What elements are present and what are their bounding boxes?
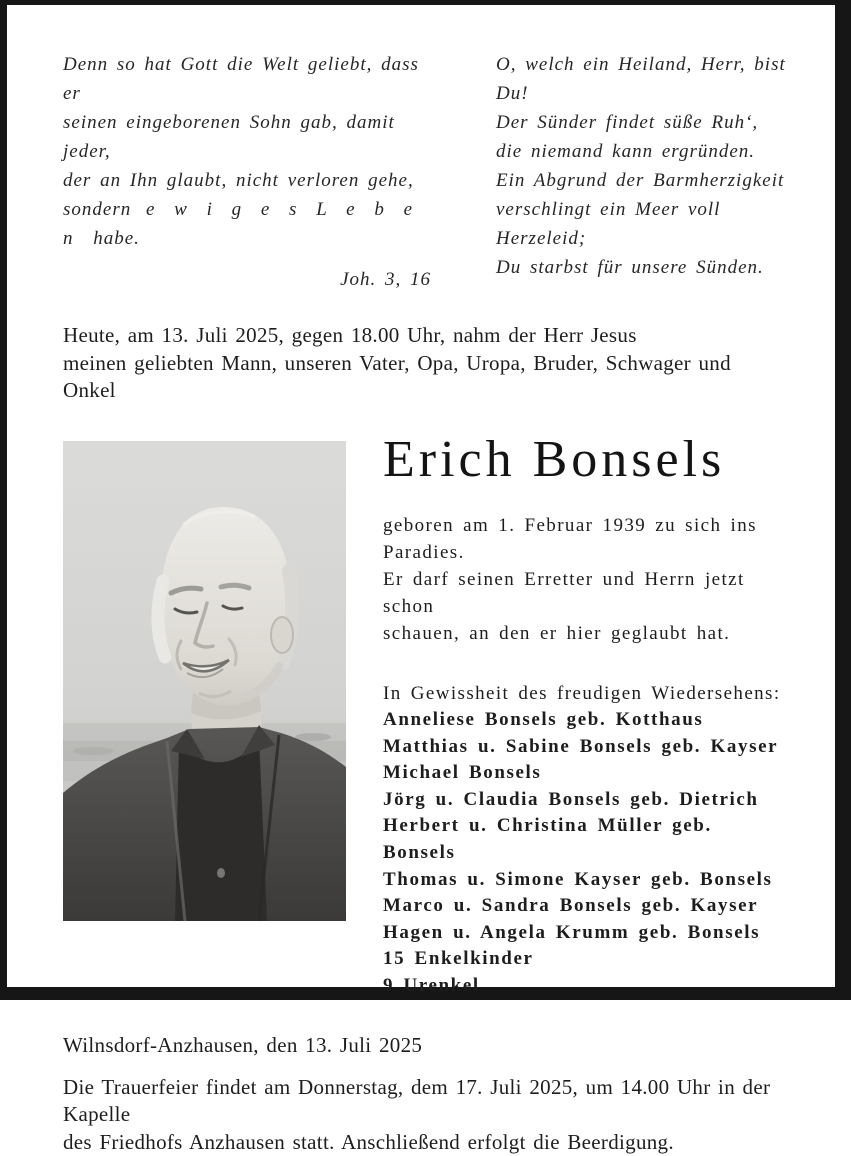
funeral-info-line: Die Trauerfeier findet am Donnerstag, dem 17. Juli 2025, um 14.00 Uhr in der Kapelle (63, 1074, 771, 1127)
hymn-quote (496, 50, 788, 282)
mourner-name: 9 Urenkel (383, 975, 480, 997)
scripture-quote (63, 50, 435, 294)
hymn-line: verschlingt ein Meer voll Herzeleid; (496, 199, 721, 249)
scripture-line-pre: sondern (63, 199, 132, 220)
mourner-name: Anneliese Bonsels geb. Kotthaus (383, 709, 704, 731)
death-announcement (63, 322, 788, 405)
hymn-line: Der Sünder findet süße Ruh‘, (496, 112, 759, 133)
mourner-name: Thomas u. Simone Kayser geb. Bonsels (383, 868, 773, 890)
hymn-line: Ein Abgrund der Barmherzigkeit (496, 170, 785, 191)
place-date-line: Wilnsdorf-Anzhausen, den 13. Juli 2025 (63, 1032, 423, 1057)
life-text (383, 512, 788, 647)
hymn-line: Du starbst für unsere Sünden. (496, 257, 764, 278)
notice-content (7, 5, 835, 1154)
scripture-line-post: habe. (93, 228, 140, 249)
quotes-section (63, 50, 788, 294)
life-text-line: schauen, an den er hier geglaubt hat. (383, 622, 731, 644)
scripture-line: seinen eingeborenen Sohn gab, damit jeder, (63, 112, 395, 162)
hymn-line: die niemand kann ergründen. (496, 141, 756, 162)
scripture-line: Denn so hat Gott die Welt geliebt, dass er (63, 54, 419, 104)
scripture-line: der an Ihn glaubt, nicht verloren gehe, (63, 170, 414, 191)
scripture-emphasis: e w i g e s L e b e n (63, 199, 419, 249)
life-text-line: Er darf seinen Erretter und Herrn jetzt schon (383, 568, 745, 617)
scripture-reference: Joh. 3, 16 (340, 269, 431, 290)
portrait-illustration (63, 441, 346, 921)
funeral-info (63, 1074, 788, 1156)
funeral-info-line: des Friedhofs Anzhausen statt. Anschließend erfolgt die Beerdigung. (63, 1129, 674, 1154)
deceased-name: Erich Bonsels (383, 430, 726, 488)
announcement-line: meinen geliebten Mann, unseren Vater, Opa, Uropa, Bruder, Schwager und Onkel (63, 350, 731, 402)
deceased-portrait-photo (63, 441, 346, 921)
mourner-name: 15 Enkelkinder (383, 948, 534, 970)
announcement-line: Heute, am 13. Juli 2025, gegen 18.00 Uhr, nahm der Herr Jesus (63, 323, 637, 347)
mourner-name: Marco u. Sandra Bonsels geb. Kayser (383, 895, 759, 917)
mourner-name: Matthias u. Sabine Bonsels geb. Kayser (383, 735, 779, 757)
mourner-name: Hagen u. Angela Krumm geb. Bonsels (383, 921, 761, 943)
hymn-line: O, welch ein Heiland, Herr, bist Du! (496, 54, 786, 104)
main-section (63, 430, 788, 1000)
mourner-name: Michael Bonsels (383, 762, 542, 784)
mourners-heading: In Gewissheit des freudigen Wiedersehens: (383, 682, 781, 704)
deceased-details (383, 430, 788, 1000)
life-text-line: geboren am 1. Februar 1939 zu sich ins Paradies. (383, 514, 757, 563)
mourner-name: Jörg u. Claudia Bonsels geb. Dietrich (383, 788, 759, 810)
mourner-name: Herbert u. Christina Müller geb. Bonsels (383, 815, 712, 864)
scripture-line-emphasized (63, 195, 435, 253)
mourners-list (383, 681, 788, 1000)
